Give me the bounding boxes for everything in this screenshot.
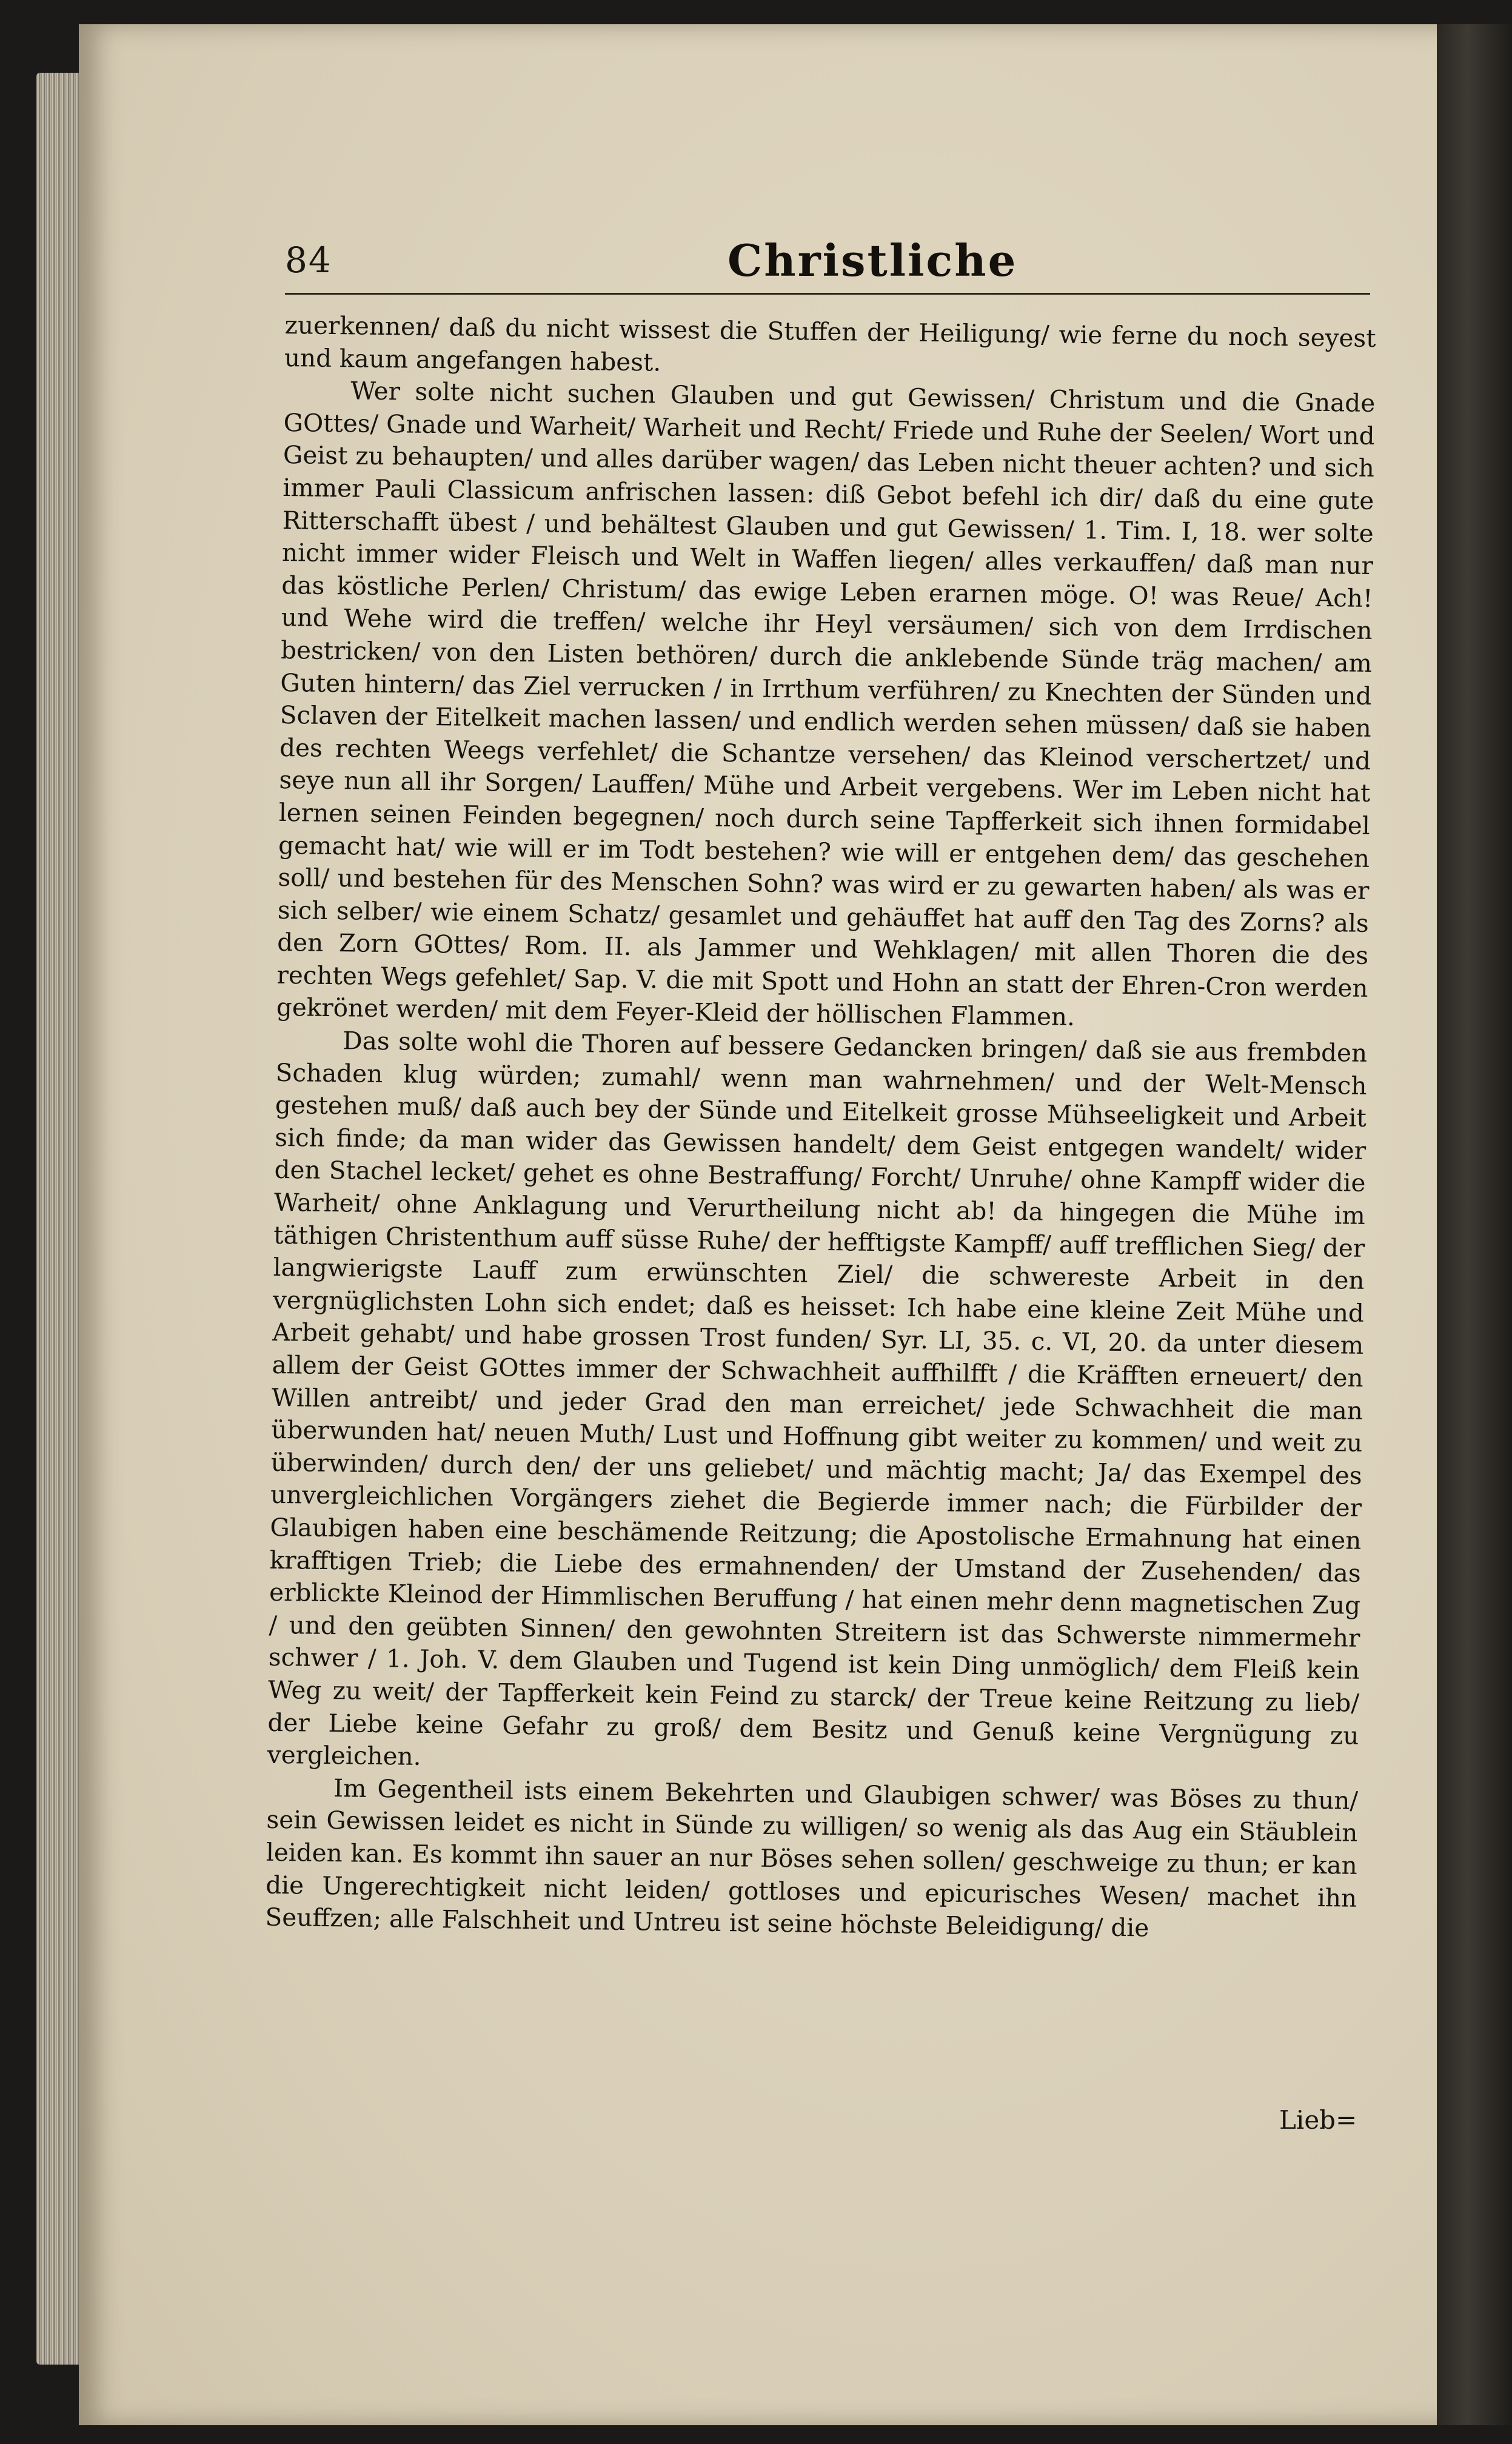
- paragraph: Das solte wohl die Thoren auf bessere Gedancken bringen/ daß sie aus frembden Schaden klug würden; zumahl/ wenn man wahrnehmen/ und der Welt-Mensch gestehen muß/ daß auch bey der Sünde und Eitelkeit grosse Mühseeligkeit und Arbeit sich finde; da man wider das Gewissen handelt/ dem Geist entgegen wandelt/ wider den Stachel lecket/ gehet es ohne Bestraffung/ Forcht/ Unruhe/ ohne Kampff wider die Warheit/ ohne Anklagung und Verurtheilung nicht ab! da hingegen die Mühe im täthigen Christenthum auff süsse Ruhe/ der hefftigste Kampff/ auff trefflichen Sieg/ der langwierigste Lauff zum erwünschten Ziel/ die schwereste Arbeit in den vergnüglichsten Lohn sich endet; daß es heisset: Ich habe eine kleine Zeit Mühe und Arbeit gehabt/ und habe grossen Trost funden/ Syr. LI, 35. c. VI, 20. da unter diesem allem der Geist GOttes immer der Schwachheit auffhilfft / die Kräfften erneuert/ den Willen antreibt/ und jeder Grad den man erreichet/ jede Schwachheit die man überwunden hat/ neuen Muth/ Lust und Hoffnung gibt weiter zu kommen/ und weit zu überwinden/ durch den/ der uns geliebet/ und mächtig macht; Ja/ das Exempel des unvergleichlichen Vorgängers ziehet die Begierde immer nach; die Fürbilder der Glaubigen haben eine beschämende Reitzung; die Apostolische Ermahnung hat einen krafftigen Trieb; die Liebe des ermahnenden/ der Umstand der Zusehenden/ das erblickte Kleinod der Himmlischen Beruffung / hat einen mehr denn magnetischen Zug / und den geübten Sinnen/ den gewohnten Streitern ist das Schwerste nimmermehr schwer / 1. Joh. V. dem Glauben und Tugend ist kein Ding unmöglich/ dem Fleiß kein Weg zu weit/ der Tapfferkeit kein Feind zu starck/ der Treue keine Reitzung zu lieb/ der Liebe keine Gefahr zu groß/ dem Besitz und Genuß keine Vergnügung zu vergleichen.: [267, 1026, 1368, 1772]
- page-header: [285, 235, 1376, 306]
- page-number: 84: [285, 239, 332, 281]
- header-rule: [285, 293, 1370, 295]
- catchword: Lieb=: [1279, 2105, 1357, 2135]
- body-text: [263, 309, 1376, 2154]
- running-head: Christliche: [728, 235, 1018, 286]
- paragraph: Wer solte nicht suchen Glauben und gut Gewissen/ Christum und die Gnade GOttes/ Gnade und Warheit/ Warheit und Recht/ Friede und Ruhe der Seelen/ Wort und Geist zu behaupten/ und alles darüber wagen/ das Leben nicht theuer achten? und sich immer Pauli Classicum anfrischen lassen: diß Gebot befehl ich dir/ daß du eine gute Ritterschafft übest / und behältest Glauben und gut Gewissen/ 1. Tim. I, 18. wer solte nicht immer wider Fleisch und Welt in Waffen liegen/ alles verkauffen/ daß man nur das köstliche Perlen/ Christum/ das ewige Leben erarnen möge. O! was Reue/ Ach! und Wehe wird die treffen/ welche ihr Heyl versäumen/ sich von dem Irrdischen bestricken/ von den Listen bethören/ durch die anklebende Sünde träg machen/ am Guten hintern/ das Ziel verrucken / in Irrthum verführen/ zu Knechten der Sünden und Sclaven der Eitelkeit machen lassen/ und endlich werden sehen müssen/ daß sie haben des rechten Weegs verfehlet/ die Schantze versehen/ das Kleinod verschertzet/ und seye nun all ihr Sorgen/ Lauffen/ Mühe und Arbeit vergebens. Wer im Leben nicht hat lernen seinen Feinden begegnen/ noch durch seine Tapfferkeit sich ihnen formidabel gemacht hat/ wie will er im Todt bestehen? wie will er entgehen dem/ das geschehen soll/ und bestehen für des Menschen Sohn? was wird er zu gewarten haben/ als was er sich selber/ wie einem Schatz/ gesamlet und gehäuffet hat auff den Tag des Zorns? als den Zorn GOttes/ Rom. II. als Jammer und Wehklagen/ mit allen Thoren die des rechten Wegs gefehlet/ Sap. V. die mit Spott und Hohn an statt der Ehren-Cron werden gekrönet werden/ mit dem Feyer-Kleid der höllischen Flammen.: [276, 376, 1376, 1032]
- paragraph: Im Gegentheil ists einem Bekehrten und Glaubigen schwer/ was Böses zu thun/ sein Gewissen leidet es nicht in Sünde zu willigen/ so wenig als das Aug ein Stäublein leiden kan. Es kommt ihn sauer an nur Böses sehen sollen/ geschweige zu thun; er kan die Ungerechtigkeit nicht leiden/ gottloses und epicurisches Wesen/ machet ihn Seuffzen; alle Falschheit und Untreu ist seine höchste Beleidigung/ die: [265, 1773, 1359, 1943]
- paragraph-continuation: zuerkennen/ daß du nicht wissest die Stuffen der Heiligung/ wie ferne du noch seyest und kaum angefangen habest.: [284, 310, 1376, 377]
- book-page-edges: [36, 73, 85, 2365]
- book-binding: [1437, 24, 1512, 2425]
